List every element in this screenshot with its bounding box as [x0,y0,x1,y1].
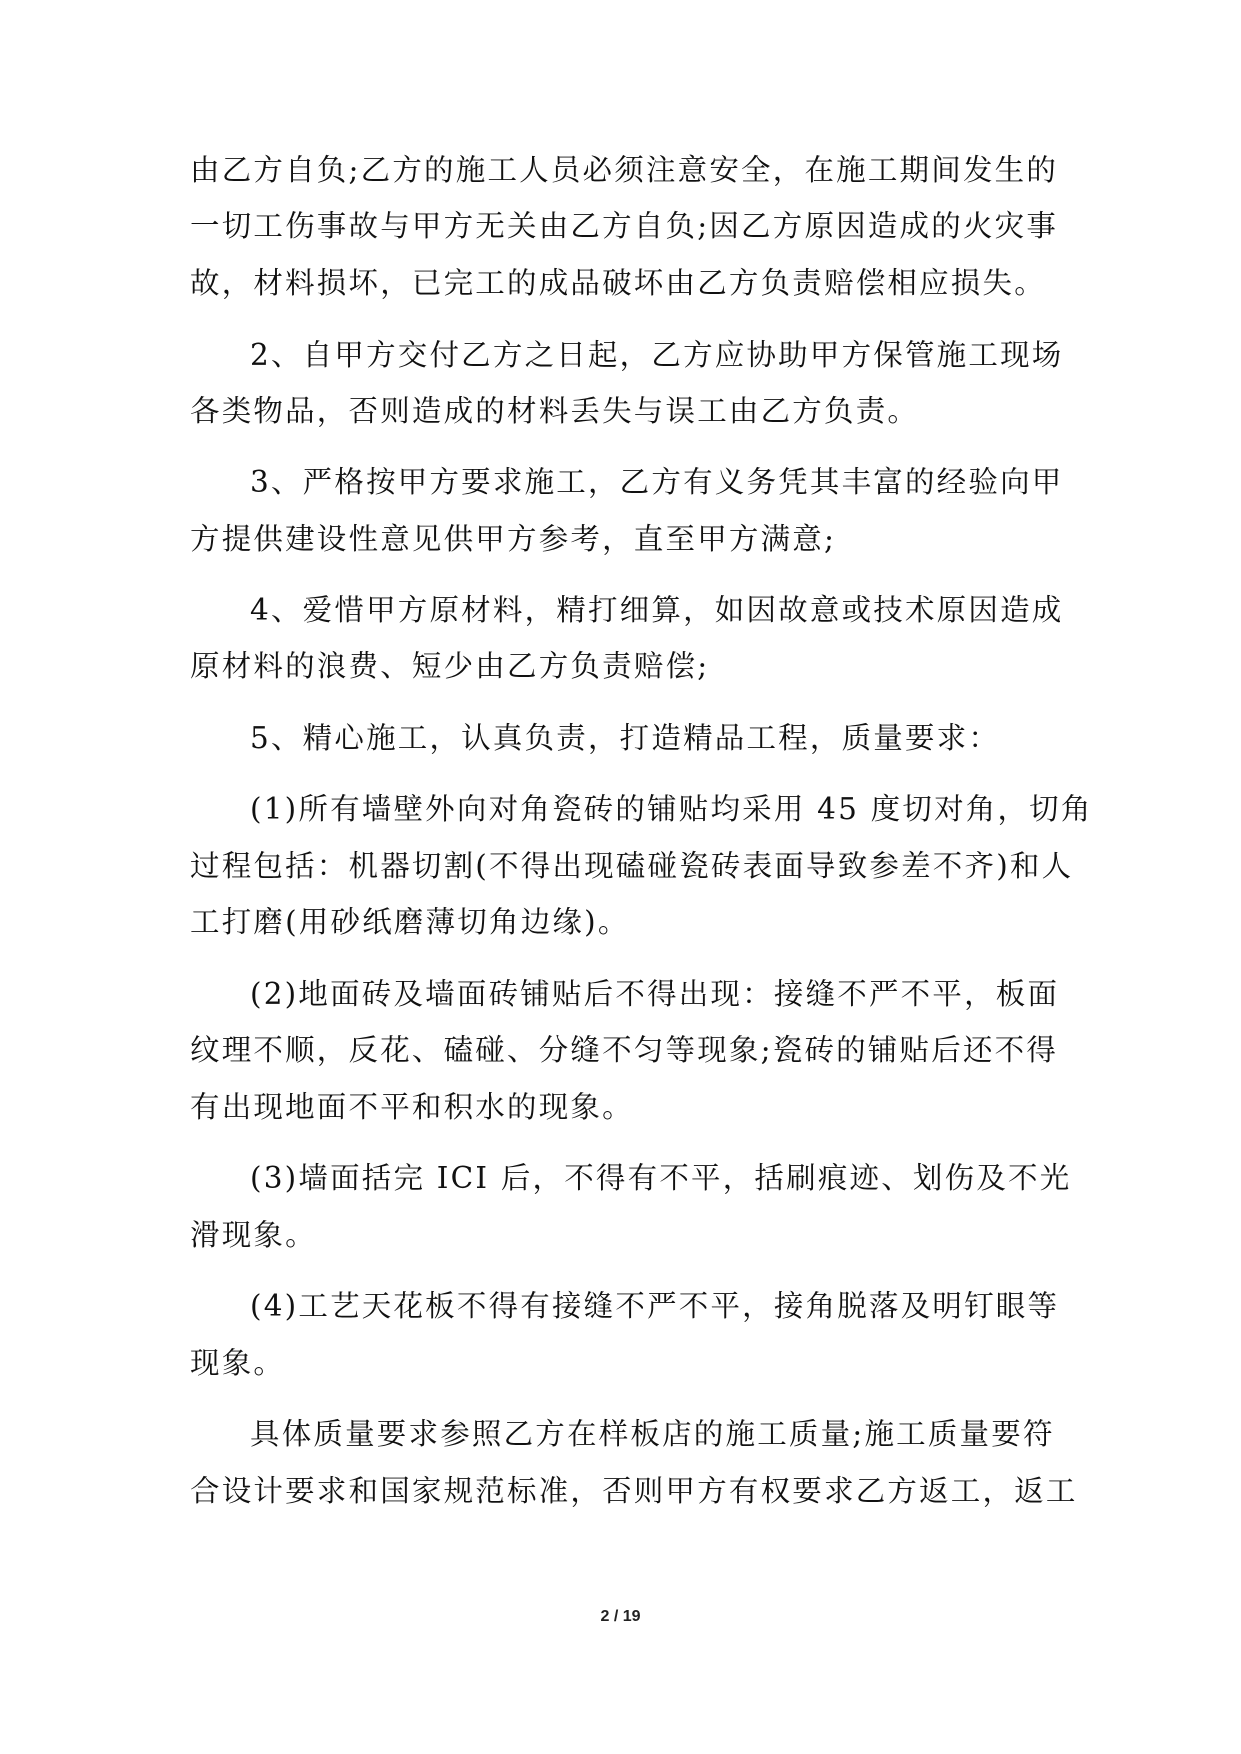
text-line: (4)工艺天花板不得有接缝不严不平，接角脱落及明钉眼等 [250,1289,1060,1323]
text-line: 一切工伤事故与甲方无关由乙方自负;因乙方原因造成的火灾事 [190,209,1059,243]
text-line: 3、严格按甲方要求施工，乙方有义务凭其丰富的经验向甲 [250,465,1064,499]
text-line: (2)地面砖及墙面砖铺贴后不得出现：接缝不严不平，板面 [250,977,1060,1011]
text-line: 方提供建设性意见供甲方参考，直至甲方满意; [190,522,837,556]
text-line: 过程包括：机器切割(不得出现磕碰瓷砖表面导致参差不齐)和人 [190,849,1074,883]
text-line: 由乙方自负;乙方的施工人员必须注意安全，在施工期间发生的 [190,153,1059,187]
text-line: 有出现地面不平和积水的现象。 [190,1090,634,1124]
text-line: 故，材料损坏，已完工的成品破坏由乙方负责赔偿相应损失。 [190,266,1046,300]
text-line: 原材料的浪费、短少由乙方负责赔偿; [190,649,710,683]
text-line: 具体质量要求参照乙方在样板店的施工质量;施工质量要符 [250,1417,1055,1451]
text-line: 各类物品，否则造成的材料丢失与误工由乙方负责。 [190,394,920,428]
text-line: (3)墙面括完 ICI 后，不得有不平，括刷痕迹、划伤及不光 [250,1161,1072,1195]
text-line: 2、自甲方交付乙方之日起，乙方应协助甲方保管施工现场 [250,338,1064,372]
text-line: 滑现象。 [190,1218,317,1252]
page-number: 2 / 19 [600,1608,641,1625]
text-line: 5、精心施工，认真负责，打造精品工程，质量要求： [250,721,1001,755]
text-line: (1)所有墙壁外向对角瓷砖的铺贴均采用 45 度切对角，切角 [250,792,1093,826]
text-line: 4、爱惜甲方原材料，精打细算，如因故意或技术原因造成 [250,593,1064,627]
text-line: 现象。 [190,1346,286,1380]
text-line: 纹理不顺，反花、磕碰、分缝不匀等现象;瓷砖的铺贴后还不得 [190,1033,1059,1067]
text-line: 工打磨(用砂纸磨薄切角边缘)。 [190,905,630,939]
text-line: 合设计要求和国家规范标准，否则甲方有权要求乙方返工，返工 [190,1474,1078,1508]
